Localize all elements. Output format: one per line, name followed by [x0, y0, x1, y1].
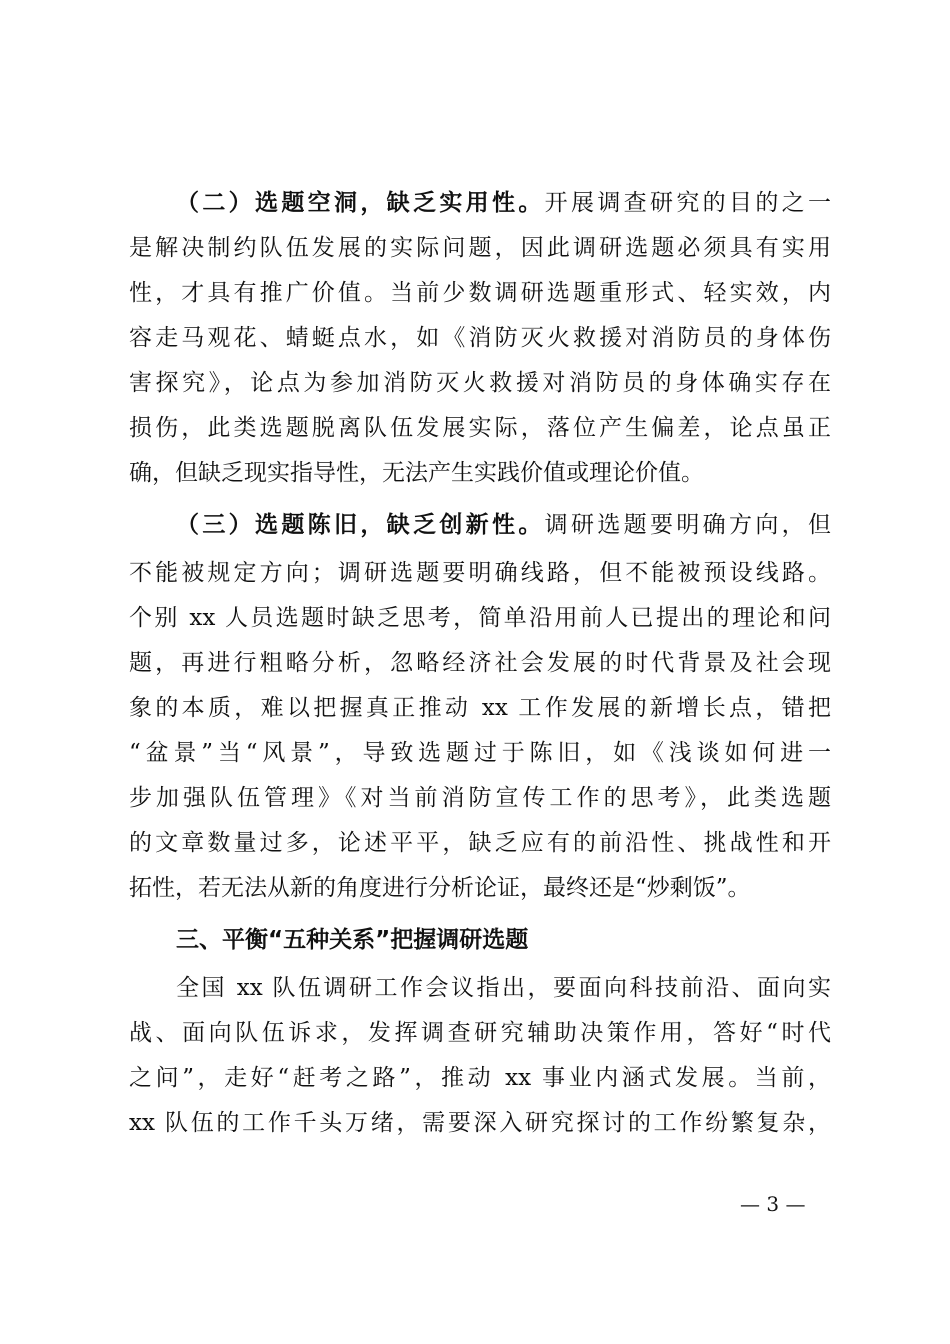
paragraph-line [176, 188, 831, 218]
paragraph-line: 损伤，此类选题脱离队伍发展实际，落位产生偏差，论点虽正 [129, 415, 831, 441]
paragraph-line: 题，再进行粗略分析，忽略经济社会发展的时代背景及社会现 [129, 650, 831, 676]
paragraph-line: xx 队伍的工作千头万绪，需要深入研究探讨的工作纷繁复杂， [129, 1110, 831, 1136]
paragraph-line: 个别 xx 人员选题时缺乏思考，简单沿用前人已提出的理论和问 [129, 605, 831, 631]
paragraph-line: 害探究》，论点为参加消防灭火救援对消防员的身体确实存在 [129, 370, 831, 396]
paragraph-line: 象的本质，难以把握真正推动 xx 工作发展的新增长点，错把 [129, 695, 831, 721]
paragraph-line: “盆景”当“风景”，导致选题过于陈旧，如《浅谈如何进一 [129, 740, 831, 766]
page-number: — 3 — [740, 1192, 806, 1216]
paragraph-line: 的文章数量过多，论述平平，缺乏应有的前沿性、挑战性和开 [129, 830, 831, 856]
paragraph-line: 步加强队伍管理》《对当前消防宣传工作的思考》，此类选题 [129, 785, 831, 811]
paragraph-line: 容走马观花、蜻蜓点水，如《消防灭火救援对消防员的身体伤 [129, 325, 831, 351]
paragraph-line: 拓性，若无法从新的角度进行分析论证，最终还是“炒剩饭”。 [129, 875, 751, 901]
paragraph-line [176, 510, 831, 540]
paragraph-line: 不能被规定方向；调研选题要明确线路，但不能被预设线路。 [129, 560, 831, 586]
paragraph-line: 之问”，走好“赶考之路”，推动 xx 事业内涵式发展。当前， [129, 1065, 831, 1091]
section-heading: 三、平衡“五种关系”把握调研选题 [176, 927, 529, 953]
paragraph-lead-heading: （三）选题陈旧，缺乏创新性。 [176, 511, 545, 538]
paragraph-line: 是解决制约队伍发展的实际问题，因此调研选题必须具有实用 [129, 235, 831, 261]
paragraph-text: 调研选题要明确方向，但 [544, 512, 832, 538]
paragraph-line: 全国 xx 队伍调研工作会议指出，要面向科技前沿、面向实 [176, 975, 831, 1001]
paragraph-text: 开展调查研究的目的之一 [544, 190, 832, 216]
paragraph-line: 性，才具有推广价值。当前少数调研选题重形式、轻实效，内 [129, 280, 831, 306]
paragraph-lead-heading: （二）选题空洞，缺乏实用性。 [176, 189, 545, 216]
paragraph-line: 战、面向队伍诉求，发挥调查研究辅助决策作用，答好“时代 [129, 1020, 831, 1046]
paragraph-line: 确，但缺乏现实指导性，无法产生实践价值或理论价值。 [129, 460, 704, 486]
